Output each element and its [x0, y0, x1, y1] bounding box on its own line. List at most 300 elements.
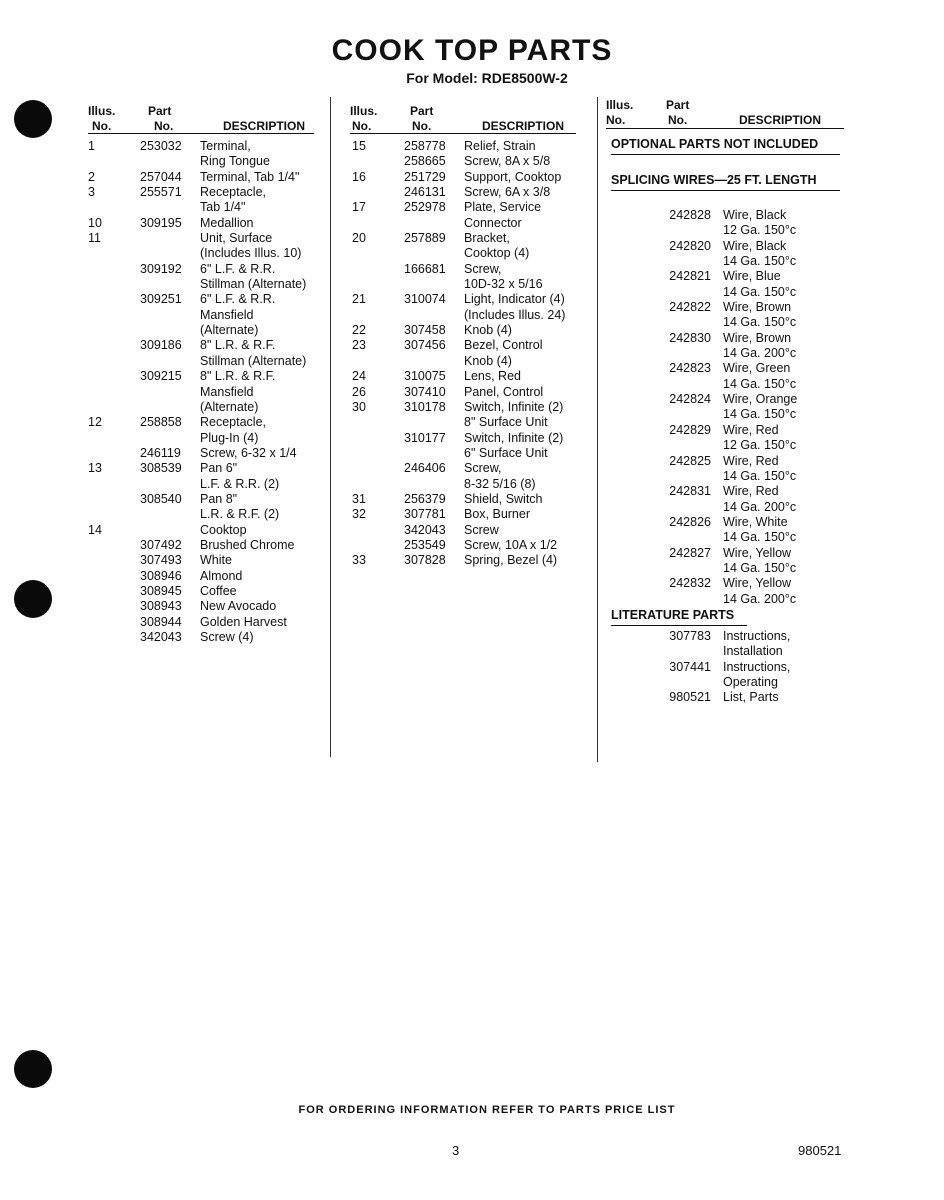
part-label: Part — [666, 98, 690, 112]
illus-number: 30 — [352, 399, 366, 414]
part-number: 307492 — [140, 537, 182, 552]
part-number: 251729 — [404, 169, 446, 184]
part-description: Wire, Red — [723, 453, 779, 468]
illus-label: Illus. — [606, 98, 634, 112]
table-row — [352, 139, 592, 154]
part-number: 307456 — [404, 338, 446, 353]
part-number: 309192 — [140, 261, 182, 276]
table-row — [352, 553, 592, 568]
table-row — [352, 292, 592, 307]
part-description: Wire, Brown — [723, 330, 792, 345]
part-number: 310075 — [404, 369, 446, 384]
part-number: 307458 — [404, 323, 446, 338]
list-item — [667, 500, 837, 515]
part-description: Plate, Service — [464, 200, 542, 215]
col3-header — [606, 98, 844, 128]
part-number: 308539 — [140, 461, 182, 476]
part-description: 14 Ga. 150°c — [723, 560, 797, 575]
table-row — [352, 385, 592, 400]
part-number: 246131 — [404, 185, 446, 200]
part-description: Screw, 6A x 3/8 — [464, 185, 551, 200]
part-description: Spring, Bezel (4) — [464, 553, 558, 568]
list-item — [667, 576, 837, 591]
illus-number: 15 — [352, 139, 366, 153]
table-row — [88, 615, 328, 630]
part-number: 246119 — [140, 445, 181, 460]
part-description: Wire, Orange — [723, 392, 798, 407]
part-description: Cooktop — [200, 522, 247, 537]
part-number: 242831 — [669, 484, 711, 499]
table-row — [88, 385, 328, 400]
column-divider-2 — [597, 97, 598, 762]
illus-number: 32 — [352, 507, 366, 522]
part-number: 307441 — [669, 659, 711, 674]
part-number: 257044 — [140, 169, 182, 184]
part-number: 307783 — [669, 629, 711, 643]
illus-sub: No. — [352, 119, 372, 133]
part-description: Receptacle, — [200, 185, 267, 200]
part-number: 242821 — [669, 269, 711, 284]
binder-hole-top — [14, 100, 52, 138]
desc-label: DESCRIPTION — [482, 119, 565, 133]
table-row — [88, 262, 328, 277]
part-sub: No. — [668, 113, 688, 127]
column-divider-1 — [330, 97, 331, 757]
splicing-wires-rule — [611, 190, 840, 191]
list-item — [667, 239, 837, 254]
part-number: 310074 — [404, 292, 446, 307]
illus-number: 20 — [352, 231, 366, 246]
table-row — [88, 523, 328, 538]
part-description: Wire, Black — [723, 208, 787, 222]
part-number: 242829 — [669, 422, 711, 437]
table-row — [352, 246, 592, 261]
part-description: Stillman (Alternate) — [200, 277, 307, 292]
part-number: 242832 — [669, 576, 711, 591]
part-description: Stillman (Alternate) — [200, 353, 307, 368]
list-item — [667, 644, 837, 659]
parts-list-column-2 — [352, 139, 592, 569]
ordering-info-footer: FOR ORDERING INFORMATION REFER TO PARTS PRICE LIST — [298, 1104, 676, 1116]
part-number: 307781 — [404, 507, 446, 522]
illus-number: 33 — [352, 553, 366, 568]
part-description: Pan 8" — [200, 491, 238, 506]
part-number: 255571 — [140, 185, 182, 200]
part-description: 14 Ga. 200°c — [723, 346, 797, 361]
list-item — [667, 423, 837, 438]
table-row — [88, 477, 328, 492]
part-description: Screw, — [464, 261, 502, 276]
list-item — [667, 454, 837, 469]
part-description: 14 Ga. 150°c — [723, 530, 797, 545]
part-description: Knob (4) — [464, 353, 512, 368]
part-description: Relief, Strain — [464, 139, 536, 153]
table-row — [352, 369, 592, 384]
table-row — [352, 277, 592, 292]
illus-number: 1 — [88, 139, 95, 153]
part-label: Part — [410, 104, 434, 118]
table-row — [88, 569, 328, 584]
illus-number: 24 — [352, 369, 366, 384]
table-row — [352, 477, 592, 492]
part-description: Panel, Control — [464, 384, 544, 399]
illus-sub: No. — [606, 113, 626, 127]
illus-number: 10 — [88, 215, 102, 230]
table-row — [88, 415, 328, 430]
illus-number: 31 — [352, 491, 366, 506]
list-item — [667, 361, 837, 376]
part-number: 257889 — [404, 231, 446, 246]
part-number: 308946 — [140, 568, 182, 583]
table-row — [88, 584, 328, 599]
part-number: 307410 — [404, 384, 446, 399]
illus-number: 11 — [88, 231, 101, 246]
part-description: Terminal, Tab 1/4" — [200, 169, 300, 184]
part-number: 246406 — [404, 461, 446, 476]
part-number: 980521 — [669, 690, 711, 705]
part-description: (Includes Illus. 24) — [464, 307, 566, 322]
list-item — [667, 285, 837, 300]
part-sub: No. — [154, 119, 174, 133]
part-description: 10D-32 x 5/16 — [464, 277, 543, 292]
list-item — [667, 660, 837, 675]
illus-number: 3 — [88, 185, 95, 200]
part-number: 242824 — [669, 392, 711, 407]
part-description: Bezel, Control — [464, 338, 543, 353]
col2-header-rule — [350, 133, 576, 134]
table-row — [352, 200, 592, 215]
table-row — [352, 446, 592, 461]
part-description: Plug-In (4) — [200, 430, 259, 445]
part-number: 253032 — [140, 139, 182, 153]
list-item — [667, 675, 837, 690]
part-description: Switch, Infinite (2) — [464, 430, 564, 445]
desc-label: DESCRIPTION — [223, 119, 306, 133]
optional-parts-rule — [611, 154, 840, 155]
part-description: 14 Ga. 150°c — [723, 468, 797, 483]
illus-label: Illus. — [350, 104, 378, 118]
table-row — [352, 492, 592, 507]
part-description: Wire, Black — [723, 238, 787, 253]
part-description: Instructions, — [723, 629, 791, 643]
table-row — [88, 507, 328, 522]
part-number: 342043 — [404, 522, 446, 537]
part-description: (Includes Illus. 10) — [200, 246, 302, 261]
table-row — [88, 538, 328, 553]
list-item — [667, 469, 837, 484]
table-row — [88, 170, 328, 185]
list-item — [667, 407, 837, 422]
part-description: 6" L.F. & R.R. — [200, 292, 276, 307]
illus-number: 23 — [352, 338, 366, 353]
table-row — [352, 154, 592, 169]
part-description: Receptacle, — [200, 415, 267, 430]
table-row — [88, 246, 328, 261]
list-item — [667, 515, 837, 530]
part-number: 256379 — [404, 491, 446, 506]
part-number: 242820 — [669, 238, 711, 253]
table-row — [88, 446, 328, 461]
part-description: Installation — [723, 644, 783, 659]
part-description: 12 Ga. 150°c — [723, 438, 797, 453]
literature-parts-list — [667, 629, 837, 706]
illus-sub: No. — [92, 119, 112, 133]
splicing-wires-list — [667, 208, 837, 607]
illus-number: 16 — [352, 169, 366, 184]
part-description: (Alternate) — [200, 399, 259, 414]
part-description: 14 Ga. 150°c — [723, 376, 797, 391]
list-item — [667, 377, 837, 392]
illus-number: 14 — [88, 522, 102, 537]
table-row — [88, 308, 328, 323]
part-description: Tab 1/4" — [200, 200, 246, 215]
part-description: Pan 6" — [200, 461, 238, 476]
part-description: List, Parts — [723, 690, 779, 705]
col1-header — [88, 104, 314, 134]
part-number: 308943 — [140, 599, 182, 614]
list-item — [667, 592, 837, 607]
table-row — [88, 200, 328, 215]
part-description: Lens, Red — [464, 369, 521, 384]
part-description: 8" L.R. & R.F. — [200, 338, 276, 353]
part-number: 242826 — [669, 514, 711, 529]
table-row — [352, 231, 592, 246]
table-row — [88, 139, 328, 154]
list-item — [667, 690, 837, 705]
document-number: 980521 — [798, 1143, 842, 1158]
desc-label: DESCRIPTION — [739, 113, 822, 127]
list-item — [667, 300, 837, 315]
illus-number: 2 — [88, 169, 95, 184]
illus-number: 12 — [88, 415, 102, 430]
table-row — [352, 185, 592, 200]
part-description: New Avocado — [200, 599, 277, 614]
part-description: 14 Ga. 150°c — [723, 284, 797, 299]
table-row — [88, 354, 328, 369]
list-item — [667, 629, 837, 644]
part-sub: No. — [412, 119, 432, 133]
table-row — [352, 338, 592, 353]
part-number: 242822 — [669, 300, 711, 315]
illus-number: 21 — [352, 292, 366, 307]
part-description: Switch, Infinite (2) — [464, 399, 564, 414]
table-row — [88, 277, 328, 292]
binder-hole-middle — [14, 580, 52, 618]
col1-header-rule — [88, 133, 314, 134]
part-description: (Alternate) — [200, 323, 259, 338]
part-description: Screw, 6-32 x 1/4 — [200, 445, 297, 460]
part-description: 14 Ga. 150°c — [723, 407, 797, 422]
part-description: Medallion — [200, 215, 254, 230]
part-description: Screw, 10A x 1/2 — [464, 537, 558, 552]
part-description: Coffee — [200, 583, 237, 598]
part-number: 308945 — [140, 583, 182, 598]
part-number: 309251 — [140, 292, 182, 307]
part-description: L.R. & R.F. (2) — [200, 507, 280, 522]
table-row — [352, 431, 592, 446]
table-row — [88, 630, 328, 645]
part-number: 258858 — [140, 415, 182, 430]
part-description: Brushed Chrome — [200, 537, 295, 552]
illus-number: 26 — [352, 384, 366, 399]
part-description: Wire, Green — [723, 361, 791, 376]
part-description: Light, Indicator (4) — [464, 292, 565, 307]
table-row — [352, 538, 592, 553]
list-item — [667, 392, 837, 407]
part-description: Wire, White — [723, 514, 788, 529]
part-description: Screw, 8A x 5/8 — [464, 154, 551, 169]
part-number: 307493 — [140, 553, 182, 568]
page-title: COOK TOP PARTS — [331, 34, 613, 67]
list-item — [667, 561, 837, 576]
table-row — [352, 323, 592, 338]
table-row — [88, 369, 328, 384]
part-description: Wire, Red — [723, 422, 779, 437]
part-description: Wire, Yellow — [723, 545, 792, 560]
part-description: 8-32 5/16 (8) — [464, 476, 536, 491]
part-number: 342043 — [140, 630, 182, 644]
list-item — [667, 315, 837, 330]
table-row — [352, 461, 592, 476]
part-number: 258778 — [404, 139, 446, 153]
splicing-wires-title: SPLICING WIRES—25 FT. LENGTH — [611, 173, 817, 187]
part-description: Knob (4) — [464, 323, 512, 338]
part-description: Support, Cooktop — [464, 169, 562, 184]
part-number: 166681 — [404, 261, 446, 276]
part-description: 8" L.R. & R.F. — [200, 369, 276, 384]
part-number: 242830 — [669, 330, 711, 345]
table-row — [88, 185, 328, 200]
list-item — [667, 331, 837, 346]
table-row — [352, 354, 592, 369]
table-row — [352, 308, 592, 323]
part-description: 14 Ga. 150°c — [723, 254, 797, 269]
part-description: Golden Harvest — [200, 614, 287, 629]
table-row — [352, 262, 592, 277]
table-row — [88, 216, 328, 231]
table-row — [88, 553, 328, 568]
part-description: 14 Ga. 200°c — [723, 591, 797, 606]
table-row — [88, 154, 328, 169]
parts-list-column-1 — [88, 139, 328, 645]
list-item — [667, 254, 837, 269]
list-item — [667, 208, 837, 223]
table-row — [88, 492, 328, 507]
illus-number: 13 — [88, 461, 102, 476]
part-description: Unit, Surface — [200, 231, 273, 246]
part-description: Shield, Switch — [464, 491, 543, 506]
part-description: Terminal, — [200, 139, 251, 153]
list-item — [667, 223, 837, 238]
list-item — [667, 530, 837, 545]
part-description: 8" Surface Unit — [464, 415, 548, 430]
table-row — [88, 400, 328, 415]
list-item — [667, 484, 837, 499]
part-number: 242827 — [669, 545, 711, 560]
list-item — [667, 438, 837, 453]
illus-number: 17 — [352, 200, 366, 215]
part-number: 310178 — [404, 399, 446, 414]
part-description: Wire, Yellow — [723, 576, 792, 591]
table-row — [88, 461, 328, 476]
part-description: Cooktop (4) — [464, 246, 530, 261]
page-number: 3 — [452, 1143, 460, 1158]
part-number: 308540 — [140, 491, 182, 506]
part-number: 307828 — [404, 553, 446, 568]
col3-header-rule — [606, 128, 844, 129]
part-description: Operating — [723, 675, 778, 690]
literature-parts-title: LITERATURE PARTS — [611, 608, 735, 622]
part-number: 310177 — [404, 430, 446, 445]
table-row — [88, 431, 328, 446]
part-description: Mansfield — [200, 384, 254, 399]
table-row — [352, 415, 592, 430]
binder-hole-bottom — [14, 1050, 52, 1088]
list-item — [667, 346, 837, 361]
part-description: White — [200, 553, 232, 568]
table-row — [88, 292, 328, 307]
part-label: Part — [148, 104, 172, 118]
part-description: Mansfield — [200, 307, 254, 322]
part-description: Connector — [464, 215, 522, 230]
part-number: 242823 — [669, 361, 711, 376]
part-description: Bracket, — [464, 231, 510, 246]
part-description: 14 Ga. 150°c — [723, 315, 797, 330]
part-description: Wire, Blue — [723, 269, 781, 284]
part-number: 308944 — [140, 614, 182, 629]
illus-number: 22 — [352, 323, 366, 338]
part-number: 309195 — [140, 215, 182, 230]
table-row — [88, 323, 328, 338]
table-row — [352, 507, 592, 522]
part-number: 242825 — [669, 453, 711, 468]
table-row — [88, 338, 328, 353]
part-description: 12 Ga. 150°c — [723, 223, 797, 238]
table-row — [352, 170, 592, 185]
list-item — [667, 546, 837, 561]
table-row — [352, 523, 592, 538]
part-number: 242828 — [669, 208, 711, 222]
part-description: 14 Ga. 200°c — [723, 499, 797, 514]
table-row — [88, 231, 328, 246]
part-description: 6" Surface Unit — [464, 445, 548, 460]
table-row — [352, 216, 592, 231]
part-description: L.F. & R.R. (2) — [200, 476, 280, 491]
literature-parts-rule — [611, 625, 747, 626]
list-item — [667, 269, 837, 284]
table-row — [352, 400, 592, 415]
part-description: Screw — [464, 522, 499, 537]
part-description: Wire, Red — [723, 484, 779, 499]
part-description: Wire, Brown — [723, 300, 792, 315]
part-description: 6" L.F. & R.R. — [200, 261, 276, 276]
part-number: 309215 — [140, 369, 182, 384]
part-number: 252978 — [404, 200, 446, 215]
part-description: Almond — [200, 568, 243, 583]
part-description: Screw, — [464, 461, 502, 476]
part-description: Ring Tongue — [200, 154, 270, 169]
part-description: Instructions, — [723, 659, 791, 674]
col2-header — [350, 104, 576, 134]
part-description: Screw (4) — [200, 630, 254, 644]
model-subtitle: For Model: RDE8500W-2 — [406, 70, 568, 86]
optional-parts-title: OPTIONAL PARTS NOT INCLUDED — [611, 137, 819, 151]
illus-label: Illus. — [88, 104, 116, 118]
part-number: 253549 — [404, 537, 446, 552]
table-row — [88, 599, 328, 614]
part-number: 258665 — [404, 154, 446, 169]
part-description: Box, Burner — [464, 507, 531, 522]
